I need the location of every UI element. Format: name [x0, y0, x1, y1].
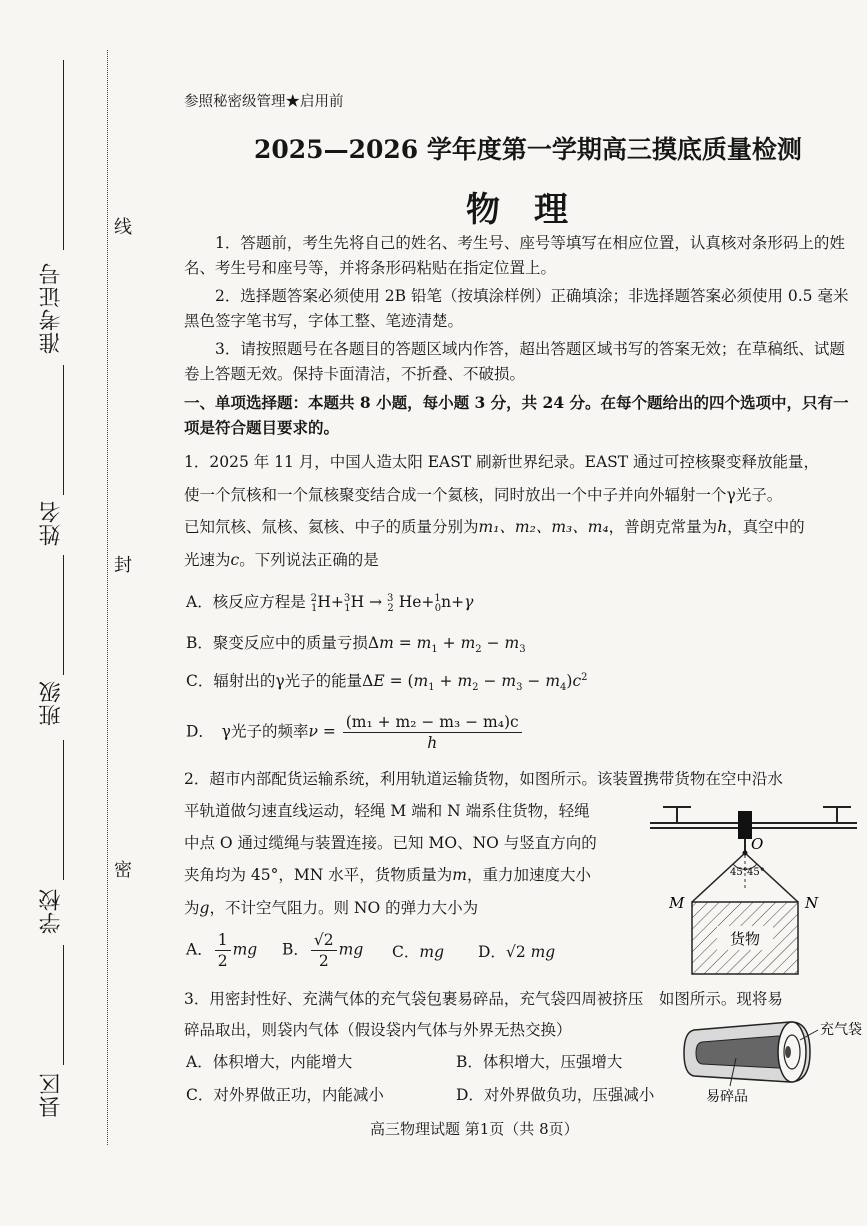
binding-margin-line — [107, 50, 108, 1145]
name-underline[interactable] — [63, 365, 64, 495]
q1-option-a[interactable]: A．核反应方程是 $^2_1$H+$^3_1$H → $^3_2$ He+$^1_0$n+γ — [186, 592, 474, 615]
school-label: 学校 — [39, 888, 64, 934]
transport-device — [738, 811, 752, 839]
label-fragile-item: 易碎品 — [706, 1089, 748, 1104]
exam-title: 2025—2026 学年度第一学期高三摸底质量检测 — [254, 135, 802, 164]
q2-option-d[interactable]: D．√2 mg — [478, 943, 556, 961]
name-label: 姓名 — [39, 500, 64, 546]
seal-feng-label: 封 — [111, 555, 132, 573]
q2-stem-line-2: 平轨道做匀速直线运动，轻绳 M 端和 N 端系住货物，轻绳 — [184, 802, 590, 820]
q1-option-d-fraction: $\frac{\text{(m₁ + m₂ − m₃ − m₄)c}}{h}$ — [343, 712, 522, 753]
school-underline[interactable] — [63, 740, 64, 880]
label-m: M — [669, 894, 685, 912]
q2-option-c[interactable]: C．mg — [392, 943, 444, 961]
ticket-number-underline[interactable] — [63, 60, 64, 250]
q3-option-d[interactable]: D．对外界做负功，压强减小 — [456, 1086, 655, 1104]
q1-option-a-equation: $^2_1$H+$^3_1$H → $^3_2$ He+$^1_0$n+γ — [310, 592, 474, 615]
q2-option-a[interactable]: A． $\frac{1}{2}$ mg — [186, 931, 258, 970]
q1-option-b[interactable]: B．聚变反应中的质量亏损$\Delta m = m_1 + m_2 - m_3$ — [186, 634, 526, 656]
label-air-bag: 充气袋 — [820, 1022, 862, 1038]
q3-air-bag-figure — [680, 1012, 862, 1104]
instruction-2: 2．选择题答案必须使用 2B 铅笔（按填涂样例）正确填涂；非选择题答案必须使用 0.5 毫米黑色签字笔书写，字体工整、笔迹清楚。 — [184, 287, 849, 330]
q3-option-a[interactable]: A．体积增大，内能增大 — [186, 1053, 353, 1071]
q2-option-b[interactable]: B． $\frac{√2}{2}$ mg — [282, 931, 364, 970]
q1-option-c[interactable]: C．辐射出的γ光子的能量$\Delta E = (m_1 + m_2 - m_3 - m_4)c^2$ — [186, 671, 588, 694]
q3-stem-line-2: 碎品取出，则袋内气体（假设袋内气体与外界无热交换） — [184, 1021, 572, 1039]
q1-stem-line-2: 使一个氘核和一个氚核聚变结合成一个氦核，同时放出一个中子并向外辐射一个γ光子。 — [184, 486, 783, 504]
q2-stem-line-5: 为g，不计空气阻力。则 NO 的弹力大小为 — [184, 899, 479, 917]
q1-option-c-equation: $\Delta E = (m_1 + m_2 - m_3 - m_4)c^2$ — [362, 671, 588, 694]
page-footer: 高三物理试题 第1页（共 8页） — [370, 1120, 579, 1138]
q3-option-c[interactable]: C．对外界做正功，内能减小 — [186, 1086, 384, 1104]
q1-option-b-equation: $\Delta m = m_1 + m_2 - m_3$ — [367, 634, 526, 656]
county-label: 县区 — [39, 1072, 64, 1118]
class-label: 班级 — [39, 680, 64, 726]
seal-mi-label: 密 — [111, 860, 132, 878]
q1-stem-line-4: 光速为c。下列说法正确的是 — [184, 551, 379, 569]
class-underline[interactable] — [63, 555, 64, 675]
q1-option-d[interactable]: D． γ光子的频率ν = $\frac{\text{(m₁ + m₂ − m₃ − m₄)c}}{h}$ — [186, 712, 524, 753]
ticket-number-label: 准考证号 — [39, 262, 64, 354]
label-angle-left: 45° — [730, 867, 748, 878]
q2-rail-cargo-figure — [645, 795, 860, 980]
q1-stem-line-3: 已知氘核、氚核、氦核、中子的质量分别为m₁、m₂、m₃、m₄，普朗克常量为h，真空中的 — [184, 518, 805, 536]
bag-end-core — [785, 1046, 791, 1058]
seal-line-label: 线 — [111, 217, 132, 235]
q2-stem-line-4: 夹角均为 45°，MN 水平，货物质量为m，重力加速度大小 — [184, 866, 591, 884]
section-1-heading: 一、单项选择题：本题共 8 小题，每小题 3 分，共 24 分。在每个题给出的四个选项中，只有一项是符合题目要求的。 — [184, 393, 849, 437]
q3-stem-line-1: 3．用密封性好、充满气体的充气袋包裹易碎品，充气袋四周被挤压 如图所示。现将易 — [184, 990, 783, 1008]
q2-stem-line-3: 中点 O 通过缆绳与装置连接。已知 MO、NO 与竖直方向的 — [184, 834, 597, 852]
label-angle-right: 45° — [747, 867, 765, 878]
label-o: O — [751, 835, 764, 853]
label-n: N — [805, 894, 819, 912]
secrecy-note: 参照秘密级管理★启用前 — [184, 94, 344, 110]
county-underline[interactable] — [63, 945, 64, 1065]
q1-stem-line-1: 1．2025 年 11 月，中国人造太阳 EAST 刷新世界纪录。EAST 通过可控核聚变释放能量， — [184, 453, 820, 471]
q2-stem-line-1: 2．超市内部配货运输系统，利用轨道运输货物，如图所示。该装置携带货物在空中沿水 — [184, 770, 783, 788]
q3-option-b[interactable]: B．体积增大，压强增大 — [456, 1053, 623, 1071]
subject-title: 物 理 — [466, 190, 568, 230]
instruction-3: 3．请按照题号在各题目的答题区域内作答，超出答题区域书写的答案无效；在草稿纸、试题卷上答题无效。保持卡面清洁，不折叠、不破损。 — [184, 340, 845, 383]
instruction-1: 1．答题前，考生先将自己的姓名、考生号、座号等填写在相应位置，认真核对条形码上的姓名、考生号和座号等，并将条形码粘贴在指定位置上。 — [184, 234, 845, 277]
label-cargo: 货物 — [729, 930, 761, 948]
